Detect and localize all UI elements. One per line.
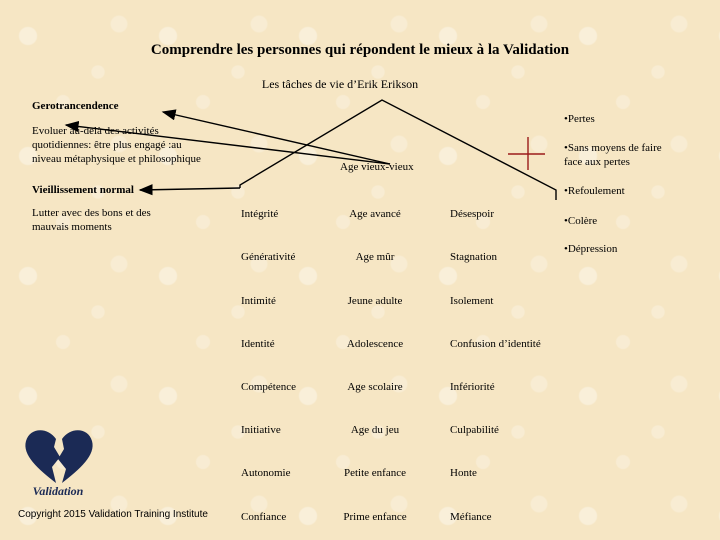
description-line: quotidiennes: être plus engagé :au [32,139,182,151]
stage-age: Age avancé [349,208,401,220]
bullet-colere: •Colère [564,215,598,227]
stage-age: Jeune adulte [347,295,403,307]
bullet-sans-moyens [564,141,684,169]
gerotrancendence-heading: Gerotrancendence [32,100,119,112]
stage-virtue: Intégrité [241,208,279,220]
normal-text-line: Lutter avec des bons et des [32,207,151,219]
bullet-depression: •Dépression [564,243,618,255]
page-title: Comprendre les personnes qui répondent le mieux à la Validation [150,42,570,58]
peak-label: Age vieux-vieux [340,161,414,173]
copyright: Copyright 2015 Validation Training Institute [18,509,208,520]
stage-crisis: Honte [450,467,477,479]
stage-virtue: Autonomie [241,467,291,479]
stage-virtue: Confiance [241,511,287,523]
description-line: Evoluer au-delà des activités [32,125,159,137]
stage-crisis: Confusion d’identité [450,338,541,350]
stage-virtue: Compétence [241,381,296,393]
stage-virtue: Initiative [241,424,281,436]
stage-crisis: Méfiance [450,511,492,523]
red-cross-icon [508,137,545,170]
description-line: niveau métaphysique et philosophique [32,153,201,165]
stage-age: Age scolaire [347,381,403,393]
stage-crisis: Désespoir [450,208,494,220]
bullet-pertes: •Pertes [564,113,595,125]
vieillissement-normal-text [32,206,151,234]
bullet-line: face aux pertes [564,156,630,168]
stage-age: Age du jeu [350,424,400,436]
vieillissement-normal-heading: Vieillissement normal [32,184,134,196]
stage-crisis: Isolement [450,295,494,307]
stage-crisis: Infériorité [450,381,495,393]
stage-age: Adolescence [346,338,404,350]
stage-age: Prime enfance [343,511,407,523]
house-outline [240,100,556,200]
page-subtitle: Les tâches de vie d’Erik Erikson [261,77,419,91]
logo-text: Validation [32,484,84,498]
stage-virtue: Générativité [241,251,296,263]
stage-age: Petite enfance [344,467,406,479]
stage-virtue: Identité [241,338,275,350]
arrow-vieillissement [140,188,240,190]
normal-text-line: mauvais moments [32,221,112,233]
stage-crisis: Culpabilité [450,424,499,436]
gerotrancendence-description [32,124,201,166]
bullet-line: •Sans moyens de faire [564,142,662,154]
validation-logo [12,423,104,499]
stage-virtue: Intimité [241,295,276,307]
bullet-refoulement: •Refoulement [564,185,625,197]
stage-age: Age mûr [355,251,395,263]
stage-crisis: Stagnation [450,251,498,263]
broken-heart-icon [12,423,104,499]
